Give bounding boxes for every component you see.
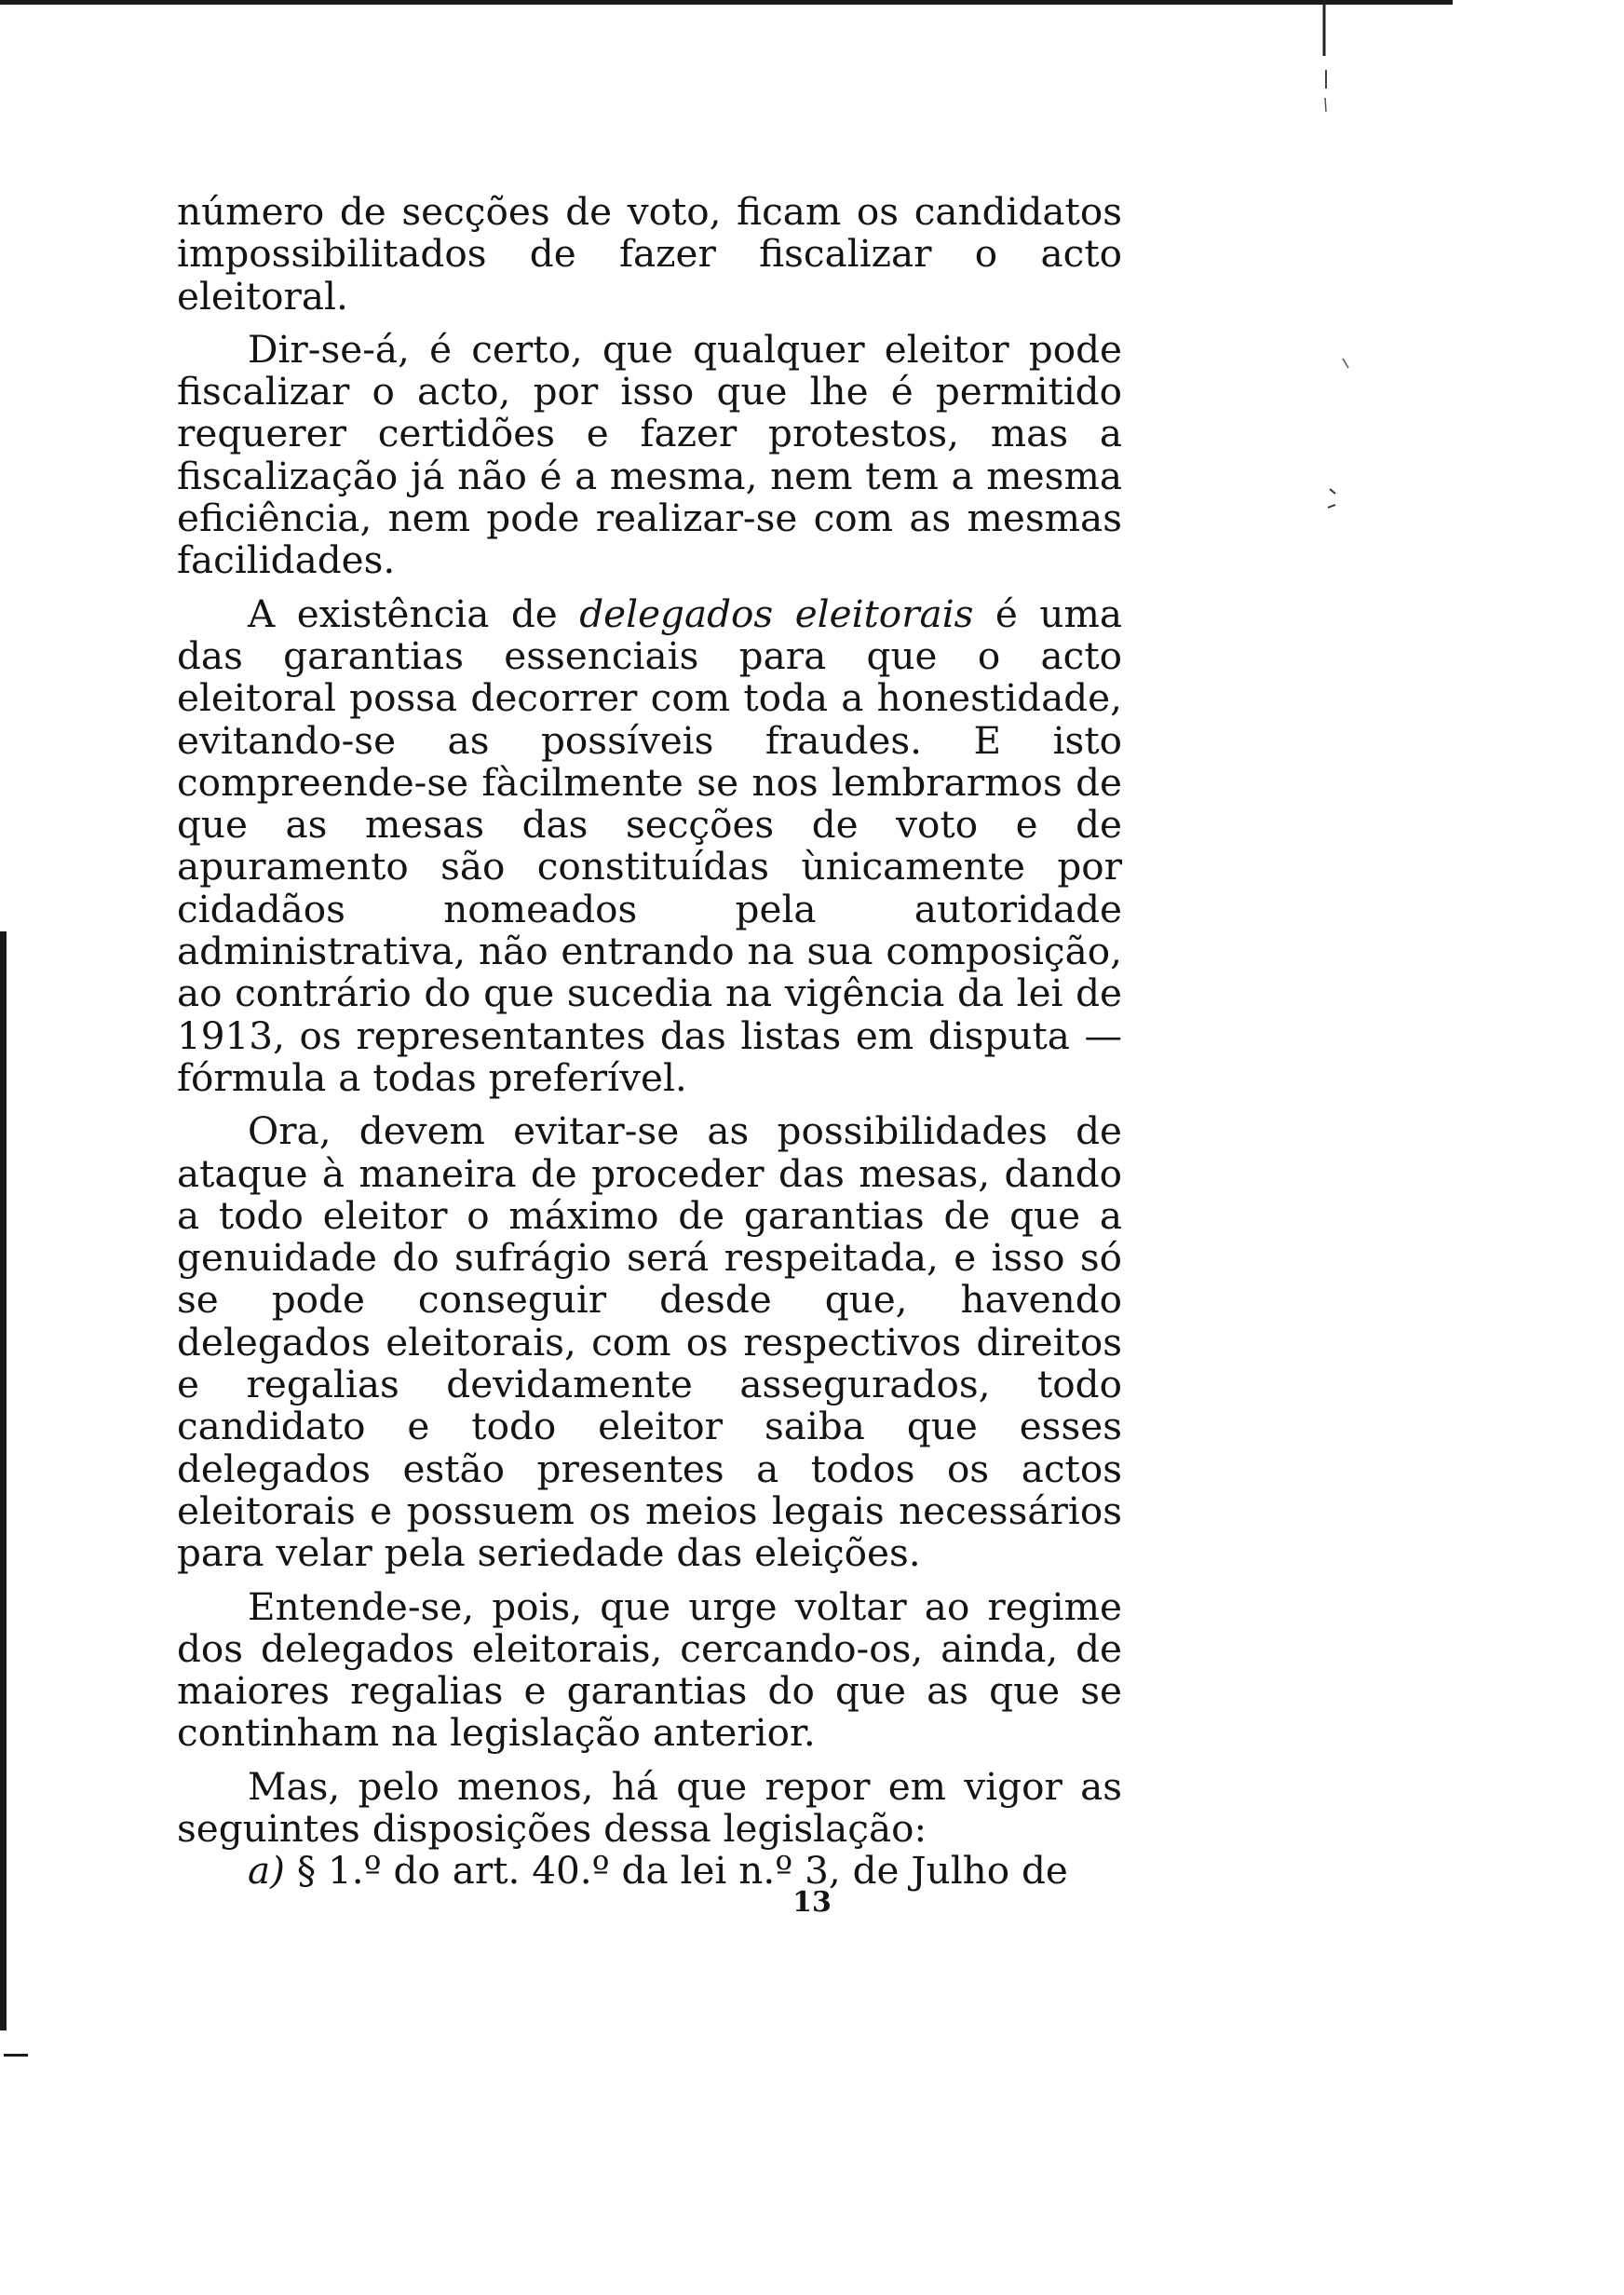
emphasis-text: delegados eleitorais: [579, 591, 974, 636]
paragraph: Mas, pelo menos, há que repor em vigor as seguintes disposições dessa legislação:: [177, 1763, 1122, 1851]
page-number: 13: [792, 1886, 832, 1919]
paragraph-text: A existência de: [248, 591, 580, 636]
scan-left-edge-mark: [4, 2054, 28, 2057]
body-text: [177, 191, 1122, 1904]
scan-top-edge: [0, 0, 1453, 5]
scan-left-edge: [0, 931, 7, 2030]
paragraph-text: é uma das garantias essenciais para que o acto eleitoral possa decorrer com toda a honestidade, evitando-se as possíveis fraudes. E isto compreende-se fàcilmente se nos lembrarmos de que as mesas das secções de voto e de apuramento são constituídas ùnicamente por cidadãos nomeados pela autoridade administrativa, não entrando na sua composição, ao contrário do que sucedia na vigência da lei de 1913, os representantes das listas em disputa — fórmula a todas preferível.: [177, 591, 1122, 1100]
paragraph: Dir-se-á, é certo, que qualquer eleitor pode fiscalizar o acto, por isso que lhe é permitido requerer certidões e fazer protestos, mas a fiscalização já não é a mesma, nem tem a mesma eficiência, nem pode realizar-se com as mesmas facilidades.: [177, 326, 1122, 583]
paragraph: número de secções de voto, ficam os candidatos impossibilitados de fazer fiscalizar o acto eleitoral.: [177, 189, 1122, 319]
list-item-marker: a): [248, 1848, 285, 1894]
paragraph-delegados: [177, 593, 1122, 1100]
paragraph: Ora, devem evitar-se as possibilidades de ataque à maneira de proceder das mesas, dando a todo eleitor o máximo de garantias de que a genuidade do sufrágio será respeitada, e isso só se pode conseguir desde que, havendo delegados eleitorais, com os respectivos direitos e regalias devidamente assegurados, todo candidato e todo eleitor saiba que esses delegados estão presentes a todos os actos eleitorais e possuem os meios legais necessários para velar pela seriedade das eleições.: [177, 1108, 1122, 1576]
list-item-text: § 1.º do art. 40.º da lei n.º 3, de Julho de: [284, 1848, 1068, 1894]
scan-right-edge-marks: [1322, 0, 1350, 559]
paragraph: Entende-se, pois, que urge voltar ao regime dos delegados eleitorais, cercando-os, ainda, de maiores regalias e garantias do que as que se continham na legislação anterior.: [177, 1583, 1122, 1756]
